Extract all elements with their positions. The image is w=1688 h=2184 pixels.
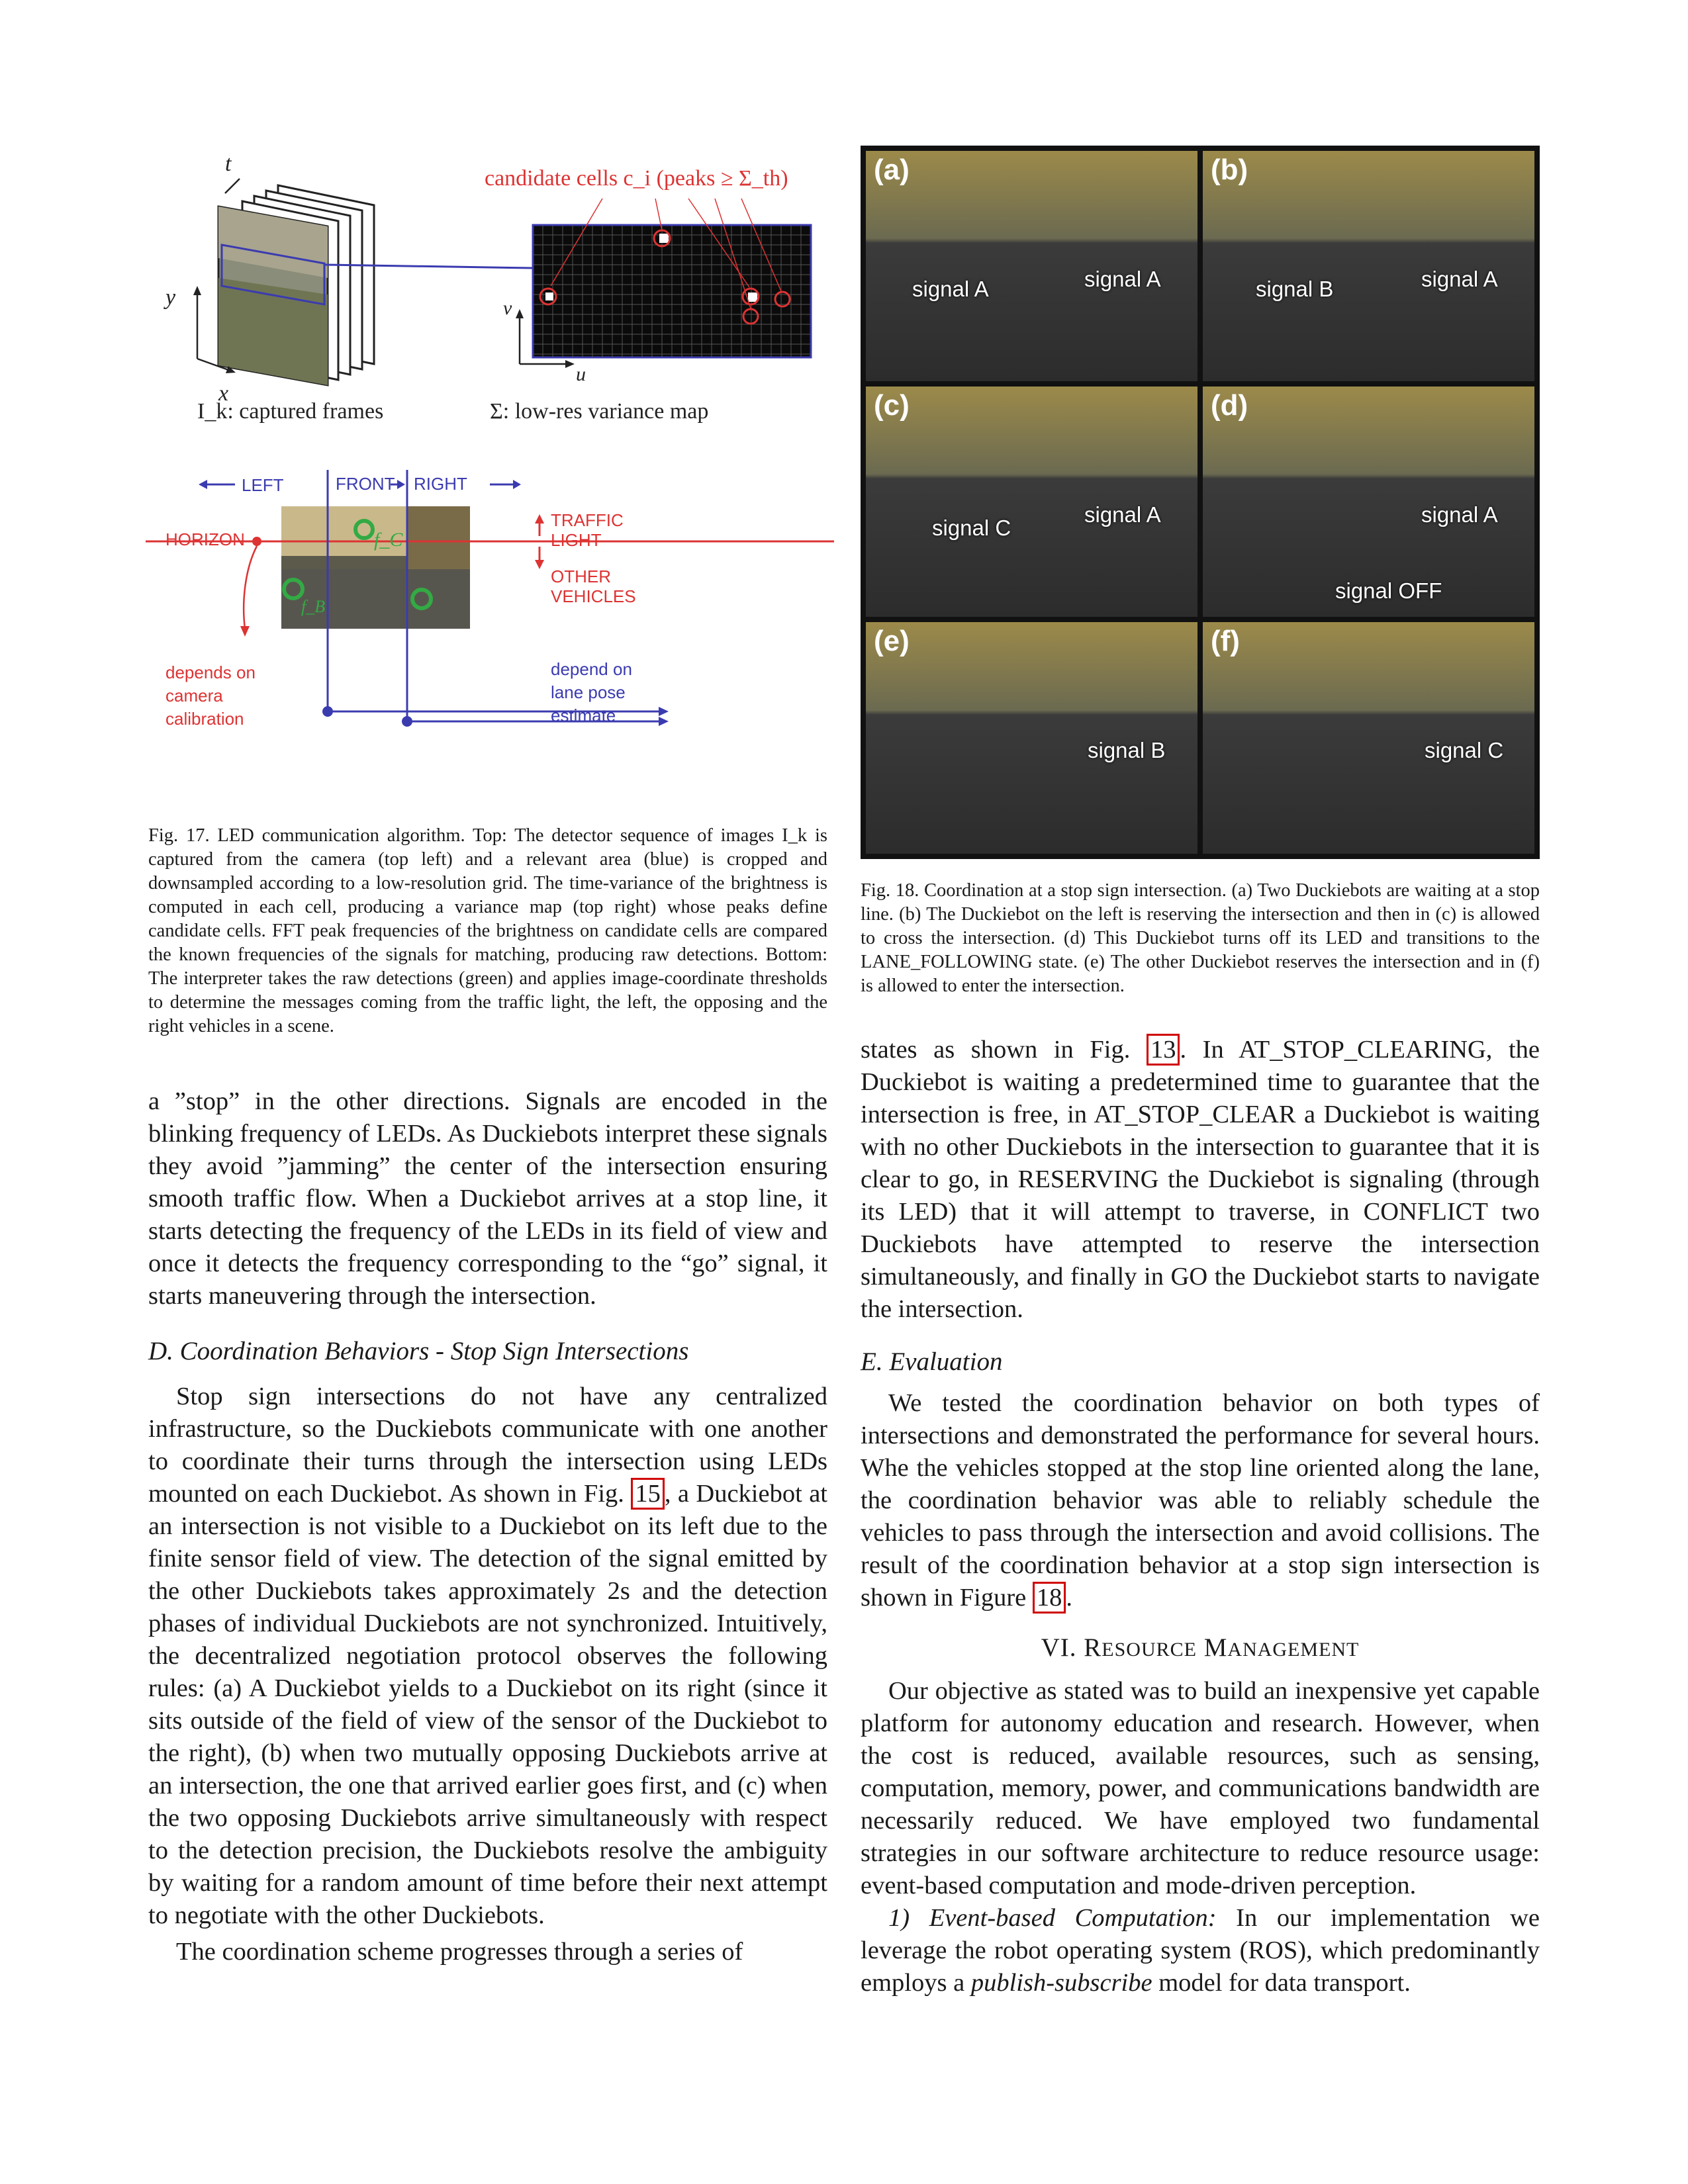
left-label: LEFT — [242, 475, 284, 495]
left-column — [148, 1085, 827, 1968]
panel-c-signal-2: signal A — [1084, 502, 1161, 527]
axis-x-label: x — [218, 381, 229, 406]
left-paragraph-3: The coordination scheme progresses through a series of — [176, 1938, 743, 1966]
panel-a-signal-2: signal A — [1084, 267, 1161, 291]
panel-e — [866, 622, 1197, 854]
depends-calibration-3: calibration — [165, 709, 244, 728]
section-e-heading: E. Evaluation — [861, 1347, 1003, 1376]
fig-13-link[interactable]: 13 — [1147, 1034, 1180, 1066]
right-label: RIGHT — [414, 474, 467, 494]
panel-c-signal-1: signal C — [932, 516, 1011, 540]
panel-d-signal-1: signal A — [1421, 502, 1498, 527]
left-p2-part-b: , a Duckiebot at an intersection is not visible to a Duckiebot on its left due to the finite sensor field of view. The detection of the signal emitted by the other Duckiebots takes approximately 2s and the detection phases of individual Duckiebots are not synchronized. Intuitively, the decentralized negotiation protocol observes the following rules: (a) A Duckiebot yields to a Duckiebot on its right (since it sits outside of the field of view of the sensor of the Duckiebot to the right), (b) when two mutually opposing Duckiebots arrive at an intersection, the one that arrived earlier goes first, and (c) when the two opposing Duckiebots arrive simultaneously with respect to the detection precision, the Duckiebots resolve the ambiguity by waiting for a random amount of time before their next attempt to negotiate with the other Duckiebots. — [148, 1480, 827, 1929]
fig17-caption-text: Fig. 17. LED communication algorithm. Top: The detector sequence of images I_k is captured from the camera (top left) and a relevant area (blue) is cropped and downsampled according to a low-resolution grid. The time-variance of the brightness is computed in each cell, producing a variance map (top right) whose peaks define candidate cells. FFT peak frequencies of the brightness on candidate cells are compared the known frequencies of the signals for matching, producing raw detections. Bottom: The interpreter takes the raw detections (green) and applies image-coordinate thresholds to determine the messages coming from the traffic light, the left, the opposing and the right vehicles in a scene. — [148, 825, 827, 1036]
variance-map — [533, 199, 811, 357]
right-p1-part-a: states as shown in Fig. — [861, 1036, 1147, 1064]
fig17-caption — [148, 824, 827, 1038]
left-paragraph-2 — [148, 1381, 827, 1932]
axis-u-label: u — [576, 363, 586, 385]
heading-vi-esource: ESOURCE — [1102, 1639, 1197, 1661]
horizon-label: HORIZON — [165, 529, 245, 549]
right-column — [861, 1034, 1540, 1999]
heading-vi-r: R — [1084, 1633, 1102, 1662]
panel-f — [1203, 622, 1534, 854]
panel-a-signal-1: signal A — [912, 277, 989, 301]
panel-f-label: (f) — [1211, 625, 1240, 657]
right-p1-part-b: . In AT_STOP_CLEARING, the Duckiebot is waiting a predetermined time to guarantee that the intersection is free, in AT_STOP_CLEAR a Duckiebot is waiting with no other Duckiebots in the intersection to guarantee that it is clear to go, in RESERVING the Duckiebot is signaling (through its LED) that it will attempt to traverse, in CONFLICT two Duckiebots have attempted to reserve the intersection simultaneously, and finally in GO the Duckiebot starts to navigate the intersection. — [861, 1036, 1540, 1323]
right-p2-part-b: . — [1066, 1584, 1072, 1612]
depend-lane-1: depend on — [551, 659, 632, 679]
panel-c — [866, 387, 1197, 617]
fc-label: f_C — [374, 529, 403, 551]
left-p2-part-a: Stop sign intersections do not have any centralized infrastructure, so the Duckiebots communicate with one another to coordinate their turns through the intersection using LEDs mounted on each Duckiebot. As shown in Fig. — [148, 1383, 827, 1508]
publish-subscribe-term: publish-subscribe — [970, 1969, 1152, 1997]
heading-vi-anagement: ANAGEMENT — [1227, 1639, 1360, 1661]
depend-lane-2: lane pose — [551, 682, 626, 702]
left-paragraph-1: a ”stop” in the other directions. Signals are encoded in the blinking frequency of LEDs. As Duckiebots interpret these signals they avoid ”jamming” the center of the intersection ensuring smooth traffic flow. When a Duckiebot arrives at a stop line, it starts detecting the frequency of the LEDs in its field of view and once it detects the frequency corresponding to the “go” signal, it starts maneuvering through the intersection. — [148, 1087, 827, 1310]
fig-18-link[interactable]: 18 — [1033, 1582, 1066, 1614]
section-d-heading: D. Coordination Behaviors - Stop Sign Intersections — [148, 1337, 689, 1365]
panel-c-label: (c) — [874, 389, 910, 422]
variance-map-label: Σ: low-res variance map — [490, 399, 709, 424]
fig18-caption-text: Fig. 18. Coordination at a stop sign intersection. (a) Two Duckiebots are waiting at a stop line. (b) The Duckiebot on the left is reserving the intersection and then in (c) is allowed to cross the intersection. (d) This Duckiebot turns off its LED and transitions to the LANE_FOLLOWING state. (e) The other Duckiebot reserves the intersection and in (f) is allowed to enter the intersection. — [861, 880, 1540, 996]
front-label: FRONT — [336, 474, 395, 494]
depends-calibration-1: depends on — [165, 662, 256, 682]
traffic-light-label-2: LIGHT — [551, 530, 602, 550]
panel-a — [866, 151, 1197, 381]
heading-vi-m: M — [1203, 1633, 1228, 1662]
other-vehicles-label-2: VEHICLES — [551, 586, 636, 606]
depends-calibration-2: camera — [165, 686, 223, 705]
depend-lane-3: estimate — [551, 705, 616, 725]
section-vi-number: VI. — [1041, 1633, 1077, 1662]
fig18-caption — [861, 879, 1540, 998]
figure-17 — [146, 146, 834, 728]
axis-v-label: v — [503, 297, 512, 319]
panel-d — [1203, 387, 1534, 617]
interpreter-diagram — [146, 470, 834, 727]
panel-e-signal-1: signal B — [1088, 738, 1166, 762]
panel-b-label: (b) — [1211, 154, 1248, 186]
captured-frames-label: I_k: captured frames — [197, 399, 384, 424]
panel-f-signal-1: signal C — [1425, 738, 1504, 762]
right-p4-part-b: model for data transport. — [1152, 1969, 1411, 1997]
captured-frames-stack — [218, 185, 533, 385]
fig17-diagram — [146, 146, 834, 728]
fig-15-link[interactable]: 15 — [631, 1478, 665, 1510]
right-paragraph-3: Our objective as stated was to build an inexpensive yet capable platform for autonomy education and research. However, when the cost is reduced, available resources, such as sensing, computation, memory, power, and communications bandwidth are necessarily reduced. We have employed two fundamental strategies in our software architecture to reduce resource usage: event-based computation and mode-driven perception. — [861, 1677, 1540, 1899]
event-based-heading: 1) Event-based Computation: — [888, 1904, 1217, 1932]
axis-y-label: y — [165, 285, 176, 310]
axis-t-label: t — [225, 152, 232, 176]
fb-label: f_B — [301, 597, 326, 616]
figure-18-grid — [861, 146, 1540, 859]
other-vehicles-label-1: OTHER — [551, 567, 611, 586]
section-vi-heading — [861, 1631, 1540, 1666]
panel-d-label: (d) — [1211, 389, 1248, 422]
candidate-cells-label: candidate cells c_i (peaks ≥ Σ_th) — [485, 166, 788, 191]
traffic-light-label-1: TRAFFIC — [551, 510, 624, 530]
right-p2-part-a: We tested the coordination behavior on both types of intersections and demonstrated the performance for several hours. Whe the vehicles stopped at the stop line oriented along the lane, the coordination behavior was able to reliably schedule the vehicles to pass through the intersection and avoid collisions. The result of the coordination behavior at a stop sign intersection is shown in Figure — [861, 1389, 1540, 1612]
right-paragraph-4 — [861, 1902, 1540, 1999]
panel-d-signal-2: signal OFF — [1335, 578, 1442, 603]
right-paragraph-2 — [861, 1387, 1540, 1614]
panel-b — [1203, 151, 1534, 381]
panel-b-signal-2: signal A — [1421, 267, 1498, 291]
panel-a-label: (a) — [874, 154, 910, 186]
panel-e-label: (e) — [874, 625, 910, 657]
right-paragraph-1 — [861, 1034, 1540, 1326]
panel-b-signal-1: signal B — [1256, 277, 1334, 301]
right-p4-part-a: In our implementation we leverage the robot operating system (ROS), which predominantly employs a — [861, 1904, 1540, 1997]
